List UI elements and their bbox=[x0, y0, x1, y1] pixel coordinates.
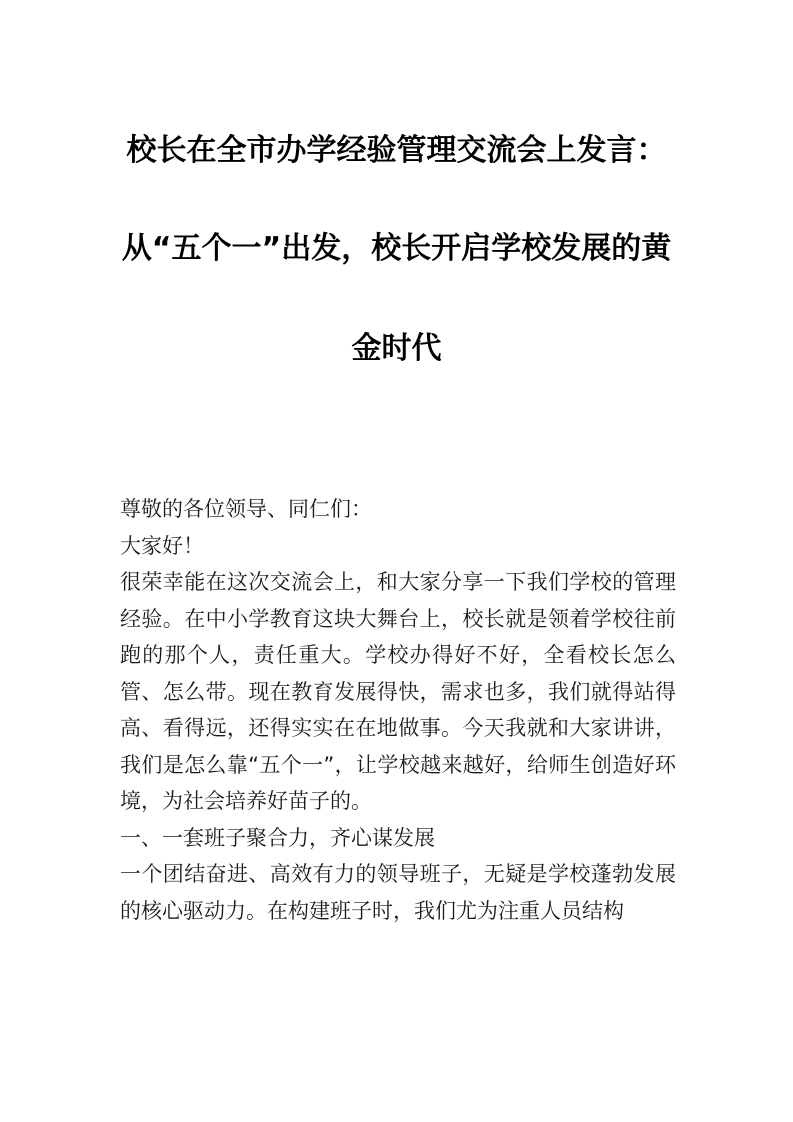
section-heading-1: 一、一套班子聚合力，齐心谋发展 bbox=[120, 825, 435, 850]
intro-paragraph: 很荣幸能在这次交流会上，和大家分享一下我们学校的管理经验。在中小学教育这块大舞台上，校长就是领着学校往前跑的那个人，责任重大。学校办得好不好，全看校长怎么管、怎么带。现在教育发展得快，需求也多，我们就得站得高、看得远，还得实实在在地做事。今天我就和大家讲讲，我们是怎么靠“五个一”，让学校越来越好，给师生创造好环境，为社会培养好苗子的。 bbox=[120, 570, 676, 813]
document-title-line-1: 校长在全市办学经验管理交流会上发言： bbox=[126, 133, 667, 168]
section-1-paragraph: 一个团结奋进、高效有力的领导班子，无疑是学校蓬勃发展的核心驱动力。在构建班子时，我们尤为注重人员结构 bbox=[120, 862, 676, 923]
greeting: 大家好！ bbox=[120, 533, 204, 558]
document-title-line-3: 金时代 bbox=[351, 331, 442, 366]
document-body bbox=[120, 491, 676, 929]
salutation: 尊敬的各位领导、同仁们： bbox=[120, 497, 372, 521]
document-title-line-2: 从“五个一”出发，校长开启学校发展的黄 bbox=[121, 231, 672, 266]
